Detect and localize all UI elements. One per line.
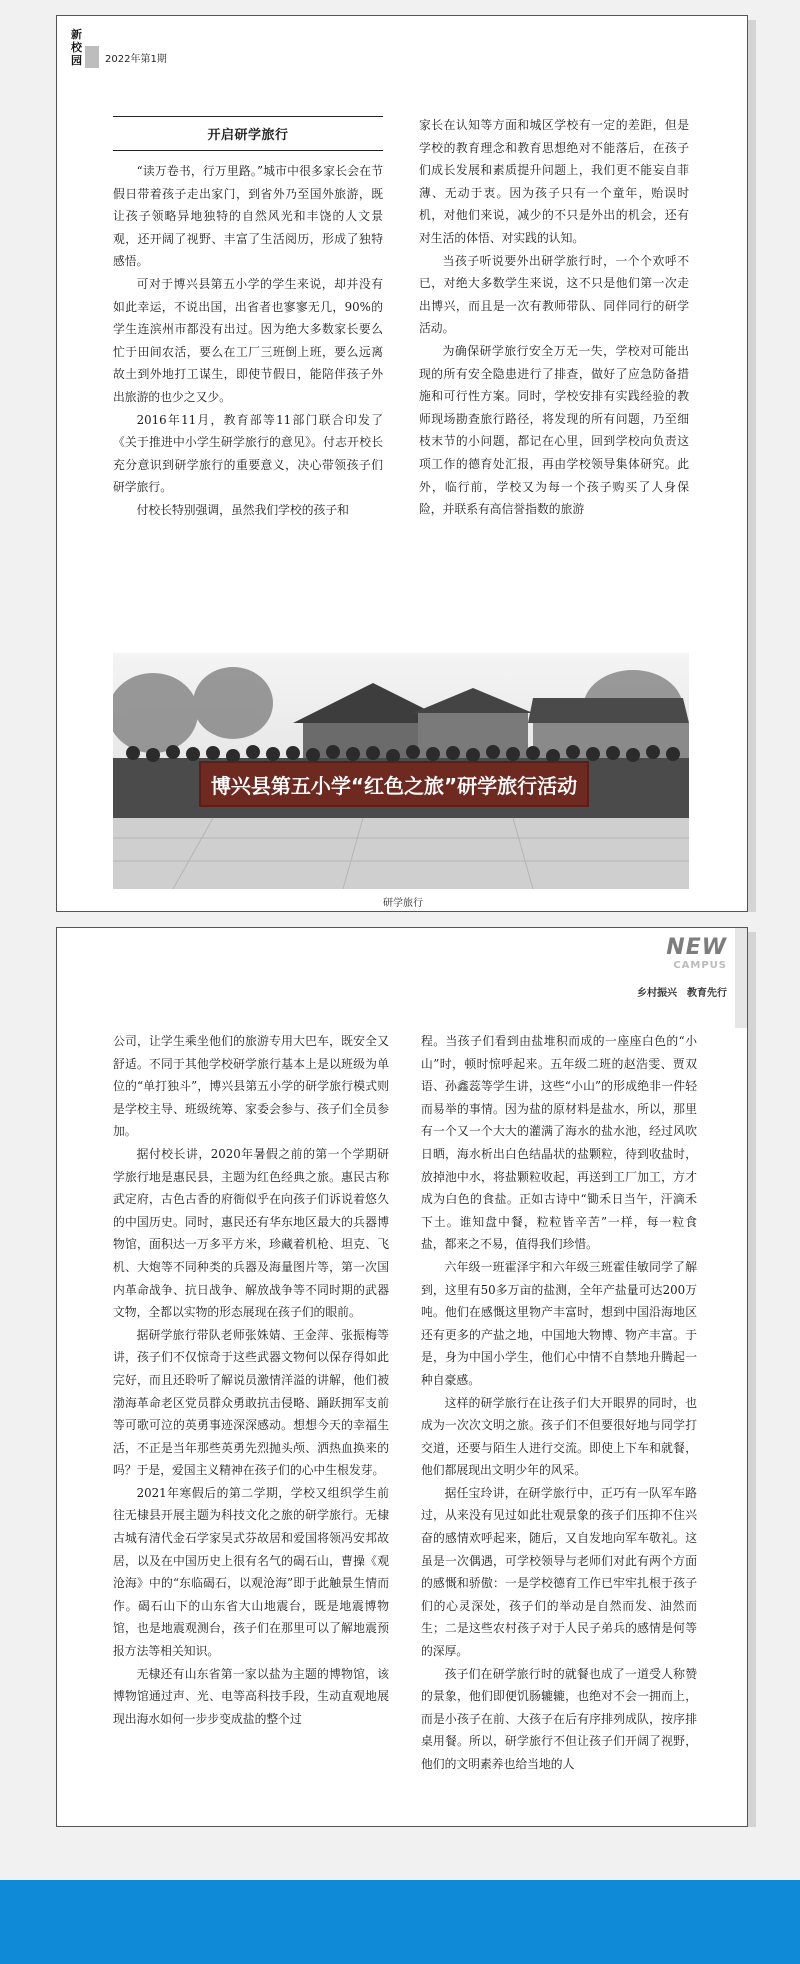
footer-bar xyxy=(0,1880,800,1964)
study-tour-photo xyxy=(113,653,689,889)
paragraph: 公司，让学生乘坐他们的旅游专用大巴车，既安全又舒适。不同于其他学校研学旅行基本上是以班级为单位的“单打独斗”，博兴县第五小学的研学旅行模式则是学校主导、班级统筹、家委会参与、孩子们全员参加。 xyxy=(113,1034,389,1139)
page-edge-tab xyxy=(735,928,747,1028)
paragraph: 可对于博兴县第五小学的学生来说，却并没有如此幸运，不说出国，出省者也寥寥无几，90%的学生连滨州市都没有出过。因为绝大多数家长要么忙于田间农活，要么在工厂三班倒上班，要么远离故土到外地打工谋生，即使节假日，能陪伴孩子外出旅游的也少之又少。 xyxy=(113,276,383,404)
page-two xyxy=(56,927,748,1827)
page2-right-column xyxy=(421,1030,697,1776)
paragraph: 这样的研学旅行在让孩子们大开眼界的同时，也成为一次次文明之旅。孩子们不但要很好地与同学打交道，还要与陌生人进行交流。即使上下车和就餐，他们都展现出文明少年的风采。 xyxy=(421,1395,697,1478)
photo-caption: 研学旅行 xyxy=(383,898,423,909)
paragraph: 2021年寒假后的第二学期，学校又组织学生前往无棣县开展主题为科技文化之旅的研学旅行。无棣古城有清代金石学家吴式芬故居和爱国将领冯安邦故居，以及在中国历史上很有名气的碣石山，曹操《观沧海》中的“东临碣石，以观沧海”即于此触景生情而作。碣石山下的山东省大山地震台，既是地震博物馆，也是地震观测台，孩子们在那里可以了解地震预报方法等相关知识。 xyxy=(113,1485,389,1659)
logo-campus: CAMPUS xyxy=(673,960,727,971)
magazine-logo xyxy=(71,28,85,67)
article-title: 开启研学旅行 xyxy=(207,128,289,143)
paragraph: 据付校长讲，2020年暑假之前的第一个学期研学旅行地是惠民县，主题为红色经典之旅。惠民古称武定府，古色古香的府衙似乎在向孩子们诉说着悠久的中国历史。同时，惠民还有华东地区最大的兵器博物馆，面积达一万多平方米，珍藏着机枪、坦克、飞机、大炮等不同种类的兵器及海量图片等，第一次国内革命战争、抗日战争、解放战争等不同时期的武器文物，全都以实物的形态展现在孩子们的眼前。 xyxy=(113,1146,389,1320)
title-rule-bottom xyxy=(113,150,383,151)
paragraph: “读万卷书，行万里路。”城市中很多家长会在节假日带着孩子走出家门，到省外乃至国外旅游，既让孩子领略异地独特的自然风光和丰饶的人文景观，还开阔了视野、丰富了生活阅历，形成了独特感悟。 xyxy=(113,164,383,269)
page-one xyxy=(56,15,748,912)
page1-left-column xyxy=(113,160,383,522)
logo-char: 园 xyxy=(71,54,82,67)
logo-char: 校 xyxy=(71,41,82,54)
paragraph: 2016年11月，教育部等11部门联合印发了《关于推进中小学生研学旅行的意见》。付志开校长充分意识到研学旅行的重要意义，决心带领孩子们研学旅行。 xyxy=(113,412,383,495)
paragraph: 孩子们在研学旅行时的就餐也成了一道受人称赞的景象，他们即便饥肠辘辘，也绝对不会一拥而上，而是小孩子在前、大孩子在后有序排列成队，按序排桌用餐。所以，研学旅行不但让孩子们开阔了视野，他们的文明素养也给当地的人 xyxy=(421,1666,697,1771)
issue-number: 2022年第1期 xyxy=(105,54,167,65)
photo-illustration xyxy=(113,653,689,889)
page-shadow xyxy=(748,20,756,912)
paragraph: 据任宝玲讲，在研学旅行中，正巧有一队军车路过，从来没有见过如此壮观景象的孩子们压抑不住兴奋的感情欢呼起来，随后，又自发地向军车敬礼。这虽是一次偶遇，可学校领导与老师们对此有两个方面的感慨和骄傲：一是学校德育工作已牢牢扎根于孩子们的心灵深处，孩子们的举动是自然而发、油然而生；二是这些农村孩子对于人民子弟兵的感情是何等的深厚。 xyxy=(421,1485,697,1659)
page1-right-column xyxy=(419,114,689,521)
section-label: 乡村振兴 教育先行 xyxy=(637,988,727,999)
logo-new: NEW xyxy=(666,935,727,960)
paragraph: 为确保研学旅行安全万无一失，学校对可能出现的所有安全隐患进行了排查，做好了应急防备措施和可行性方案。同时，学校安排有实践经验的教师现场勘查旅行路径，将发现的所有问题，乃至细枝末节的小问题，都记在心里，回到学校向负责这项工作的德育处汇报，再由学校领导集体研究。此外，临行前，学校又为每一个孩子购买了人身保险，并联系有高信誉指数的旅游 xyxy=(419,343,689,517)
paragraph: 家长在认知等方面和城区学校有一定的差距，但是学校的教育理念和教育思想绝对不能落后，在孩子们成长发展和素质提升问题上，我们更不能妄自菲薄、无动于衷。因为孩子只有一个童年，贻误时机，对他们来说，减少的不只是外出的机会，还有对生活的体悟、对实践的认知。 xyxy=(419,118,689,245)
page-shadow xyxy=(748,932,756,1827)
paragraph: 付校长特别强调，虽然我们学校的孩子和 xyxy=(136,502,349,517)
banner-text: 博兴县第五小学“红色之旅”研学旅行活动 xyxy=(210,774,578,798)
article-title-block xyxy=(113,116,383,151)
paragraph: 当孩子听说要外出研学旅行时，一个个欢呼不已，对绝大多数学生来说，这不只是他们第一次走出博兴，而且是一次有教师带队、同伴同行的研学活动。 xyxy=(419,253,689,336)
paragraph: 据研学旅行带队老师张姝婧、王金萍、张振梅等讲，孩子们不仅惊奇于这些武器文物何以保存得如此完好，而且还聆听了解说员激情洋溢的讲解，他们被渤海革命老区党员群众勇敢抗击侵略、踊跃拥军支前等可歌可泣的英勇事迹深深感动。想想今天的幸福生活，不正是当年那些英勇先烈抛头颅、洒热血换来的吗？于是，爱国主义精神在孩子们的心中生根发芽。 xyxy=(113,1327,389,1478)
logo-char: 新 xyxy=(71,28,82,41)
page2-left-column xyxy=(113,1030,389,1730)
paragraph: 六年级一班霍泽宇和六年级三班霍佳敏同学了解到，这里有50多万亩的盐测，全年产盐量可达200万吨。他们在感慨这里物产丰富时，想到中国沿海地区还有更多的产盐之地，中国地大物博、物产丰富。于是，身为中国小学生，他们心中情不自禁地升腾起一种自豪感。 xyxy=(421,1259,697,1387)
logo-block xyxy=(85,46,99,68)
paragraph: 无棣还有山东省第一家以盐为主题的博物馆，该博物馆通过声、光、电等高科技手段，生动直观地展现出海水如何一步步变成盐的整个过 xyxy=(113,1666,389,1726)
campus-logo xyxy=(666,936,727,972)
paragraph: 程。当孩子们看到由盐堆积而成的一座座白色的“小山”时，顿时惊呼起来。五年级二班的赵浩雯、贾双语、孙鑫蕊等学生讲，这些“小山”的形成绝非一件轻而易举的事情。因为盐的原材料是盐水，所以，那里有一个又一个大大的灌满了海水的盐水池，经过风吹日晒，海水析出白色结晶状的盐颗粒，待到收盐时，放掉池中水，将盐颗粒收起，再送到工厂加工，方才成为白色的食盐。正如古诗中“锄禾日当午，汗滴禾下土。谁知盘中餐，粒粒皆辛苦”一样，每一粒食盐，都来之不易，值得我们珍惜。 xyxy=(421,1034,697,1252)
